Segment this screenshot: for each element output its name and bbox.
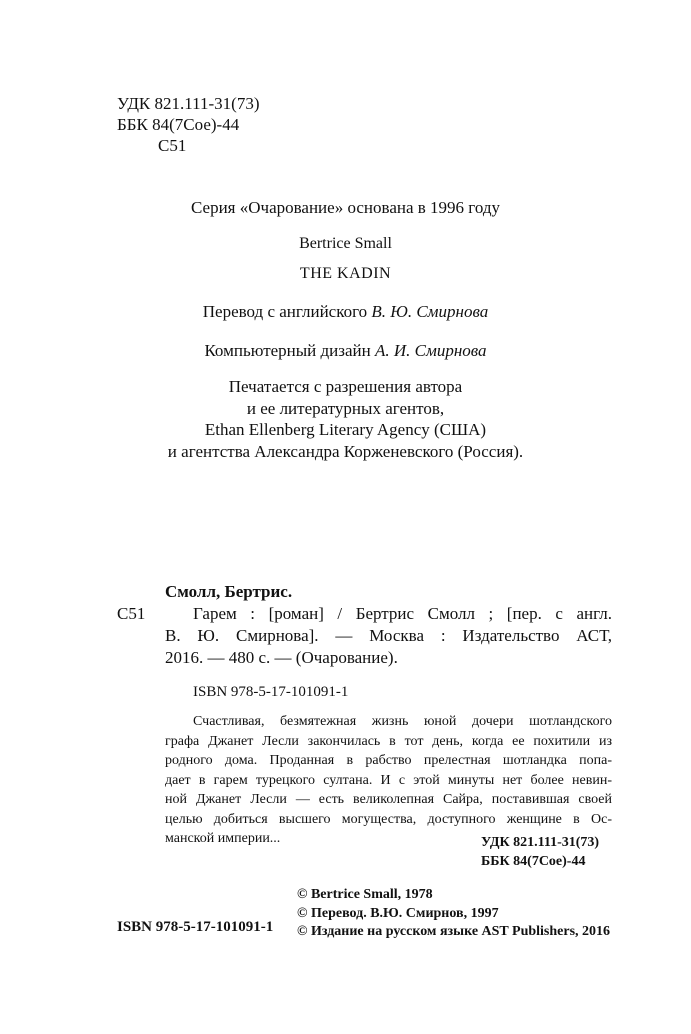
annotation-line: родного дома. Проданная в рабство прелестная шотландка попа- — [165, 753, 612, 768]
bbk-code-bottom: ББК 84(7Сое)-44 — [481, 854, 586, 869]
permission-line: Печатается с разрешения автора — [228, 377, 463, 396]
permission-line: и ее литературных агентов, — [246, 398, 445, 418]
designer-name: А. И. Смирнова — [375, 341, 487, 360]
bbk-code: ББК 84(7Сое)-44 — [117, 115, 240, 134]
annotation-line: манской империи... — [165, 831, 281, 846]
catalog-line: Гарем : [роман] / Бертрис Смолл ; [пер. с англ. — [193, 604, 612, 623]
copyright-line: © Bertrice Small, 1978 — [297, 887, 433, 902]
annotation-line: Счастливая, безмятежная жизнь юной дочери шотландского — [193, 714, 612, 729]
classification-bottom — [481, 833, 599, 871]
footer-isbn: ISBN 978-5-17-101091-1 — [117, 919, 274, 935]
copyright-line: © Издание на русском языке AST Publishers, 2016 — [297, 924, 611, 939]
original-title: THE KADIN — [299, 265, 392, 282]
catalog-line: В. Ю. Смирнова]. — Москва : Издательство АСТ, — [165, 626, 612, 645]
udk-code: УДК 821.111-31(73) — [117, 94, 260, 113]
permission-line: и агентства Александра Корженевского (Россия). — [167, 441, 524, 461]
copyright-block — [297, 886, 610, 942]
design-label: Компьютерный дизайн — [204, 341, 375, 360]
annotation-line: дает в гарем турецкого султана. И с этой минуты нет более невин- — [165, 772, 612, 788]
annotation-line: ной Джанет Лесли — есть великолепная Сайра, поставившая своей — [165, 792, 612, 807]
translator-name: В. Ю. Смирнова — [371, 302, 489, 321]
copyright-line: © Перевод. В.Ю. Смирнов, 1997 — [297, 905, 499, 921]
annotation-line: целью добиться высшего могущества, доступного женщине в Ос- — [165, 811, 612, 827]
permission-line: Ethan Ellenberg Literary Agency (США) — [204, 420, 487, 439]
series-note: Серия «Очарование» основана в 1996 году — [190, 198, 500, 217]
translation-credit — [0, 301, 691, 322]
catalog-isbn: ISBN 978-5-17-101091-1 — [193, 684, 349, 700]
catalog-line: 2016. — 480 с. — (Очарование). — [165, 648, 398, 667]
annotation — [165, 712, 612, 849]
author-mark: С51 — [158, 136, 187, 155]
permission-notice — [0, 376, 691, 462]
design-credit — [0, 340, 691, 361]
catalog-author-heading: Смолл, Бертрис. — [165, 582, 293, 601]
annotation-line: графа Джанет Лесли закончилась в тот день, когда ее похитили из — [165, 733, 612, 749]
original-author: Bertrice Small — [299, 235, 392, 252]
udk-code-bottom: УДК 821.111-31(73) — [481, 835, 600, 850]
classification-top — [117, 93, 259, 156]
catalog-description — [165, 603, 612, 669]
catalog-code: С51 — [117, 604, 146, 623]
translation-label: Перевод с английского — [202, 302, 372, 321]
